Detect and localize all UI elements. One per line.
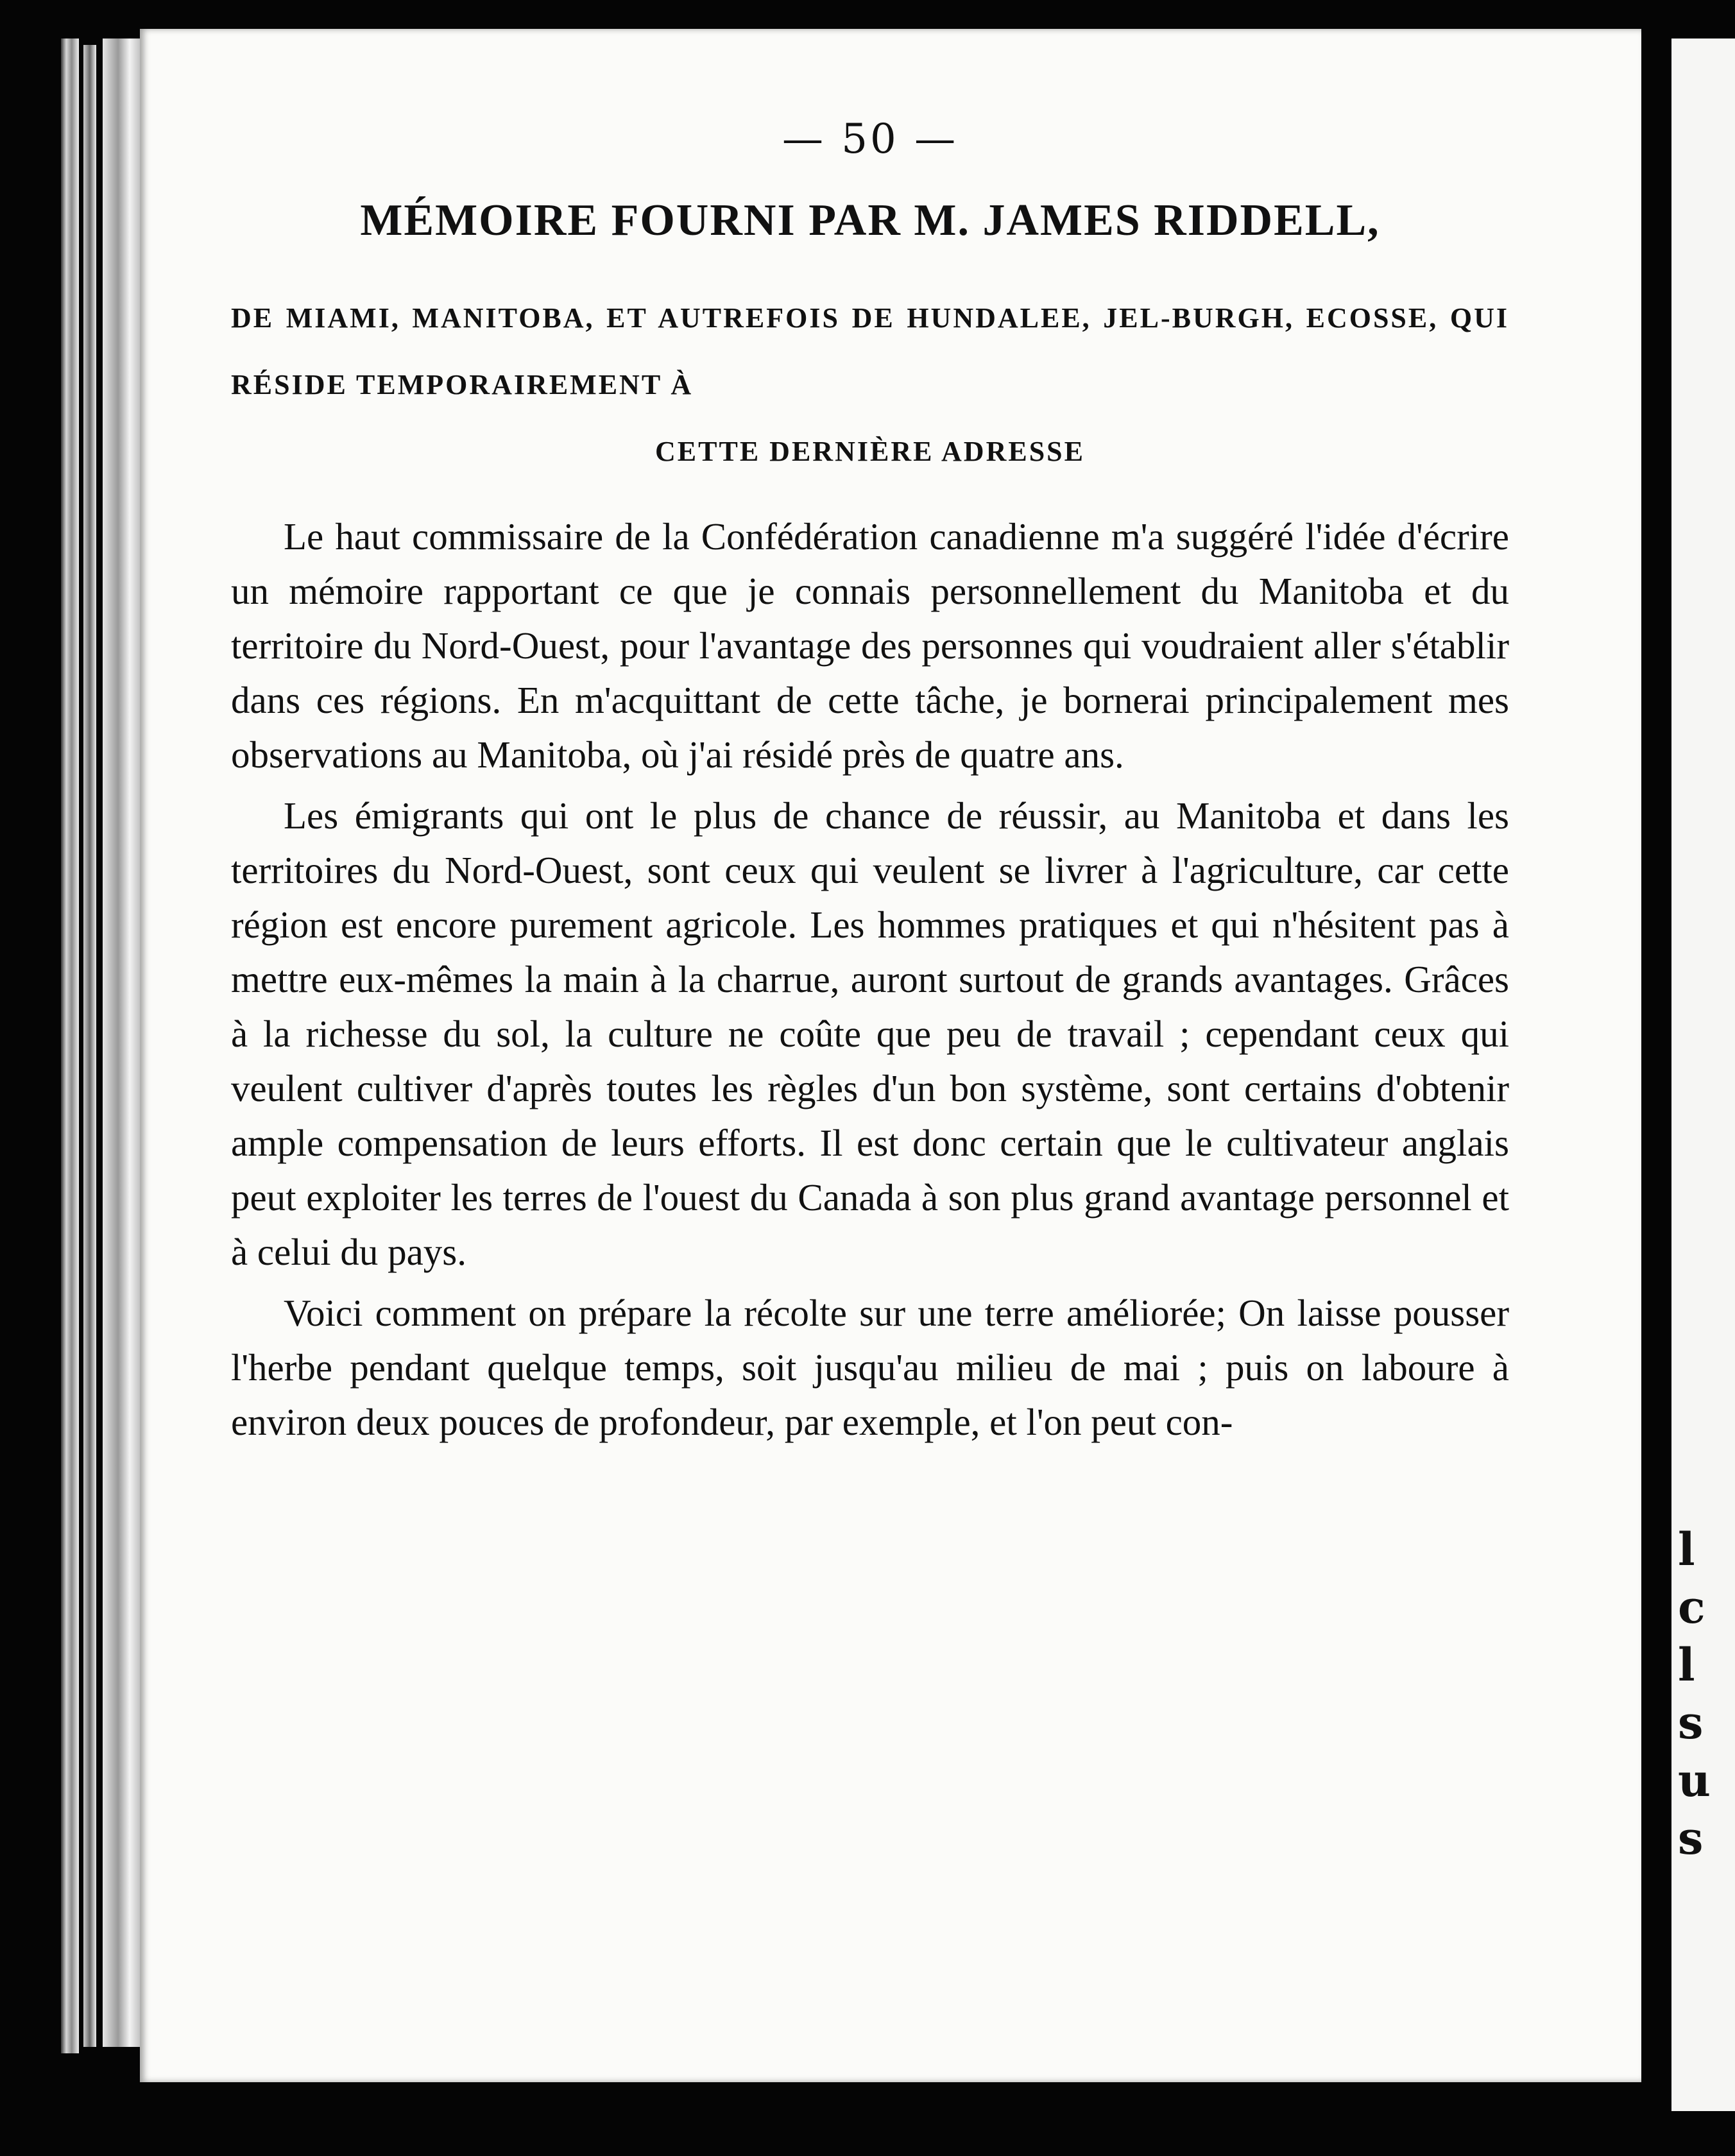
page-edge — [83, 45, 96, 2047]
page-edge — [61, 38, 79, 2053]
next-page-fragment: l — [1678, 1523, 1695, 1576]
subtitle — [231, 285, 1509, 485]
subtitle-last-line: CETTE DERNIÈRE ADRESSE — [655, 436, 1085, 467]
page-number: — 50 — — [782, 116, 959, 163]
subtitle-text: DE MIAMI, MANITOBA, ET AUTREFOIS DE HUNDALEE, JEL-BURGH, ECOSSE, QUI RÉSIDE TEMPORAIREMENT À — [231, 302, 1509, 400]
next-page-edge — [1671, 38, 1735, 2111]
page-title: MÉMOIRE FOURNI PAR M. JAMES RIDDELL, — [360, 196, 1380, 245]
next-page-fragment: u — [1678, 1754, 1711, 1807]
paragraph: Voici comment on prépare la récolte sur une terre améliorée; On laisse pousser l'herbe pendant quelque temps, soit jusqu'au milieu de mai ; puis on laboure à environ deux pouces de profondeur, par exemple, et l'on peut con- — [231, 1292, 1509, 1443]
next-page-fragment: s — [1678, 1696, 1704, 1749]
page-content — [231, 116, 1509, 1456]
paragraph: Le haut commissaire de la Confédération canadienne m'a suggéré l'idée d'écrire un mémoire rapportant ce que je connais personnellement du Manitoba et du territoire du Nord-Ouest, pour l'avantage des personnes qui voudraient aller s'établir dans ces régions. En m'acquittant de cette tâche, je bornerai principalement mes observations au Manitoba, où j'ai résidé près de quatre ans. — [231, 515, 1509, 776]
next-page-fragment: c — [1678, 1580, 1705, 1634]
next-page-fragment: l — [1678, 1638, 1695, 1691]
page-edge — [103, 38, 141, 2047]
paragraph: Les émigrants qui ont le plus de chance de réussir, au Manitoba et dans les territoires du Nord-Ouest, sont ceux qui veulent se livrer à l'agriculture, car cette région est encore purement agricole. Les hommes pratiques et qui n'hésitent pas à mettre eux-mêmes la main à la charrue, auront surtout de grands avantages. Grâces à la richesse du sol, la culture ne coûte que peu de travail ; cependant ceux qui veulent cultiver d'après toutes les règles d'un bon système, sont certains d'obtenir ample compensation de leurs efforts. Il est donc certain que le cultivateur anglais peut exploiter les terres de l'ouest du Canada à son plus grand avantage personnel et à celui du pays. — [231, 794, 1509, 1273]
next-page-fragment: s — [1678, 1811, 1704, 1865]
body-text — [231, 509, 1509, 1450]
